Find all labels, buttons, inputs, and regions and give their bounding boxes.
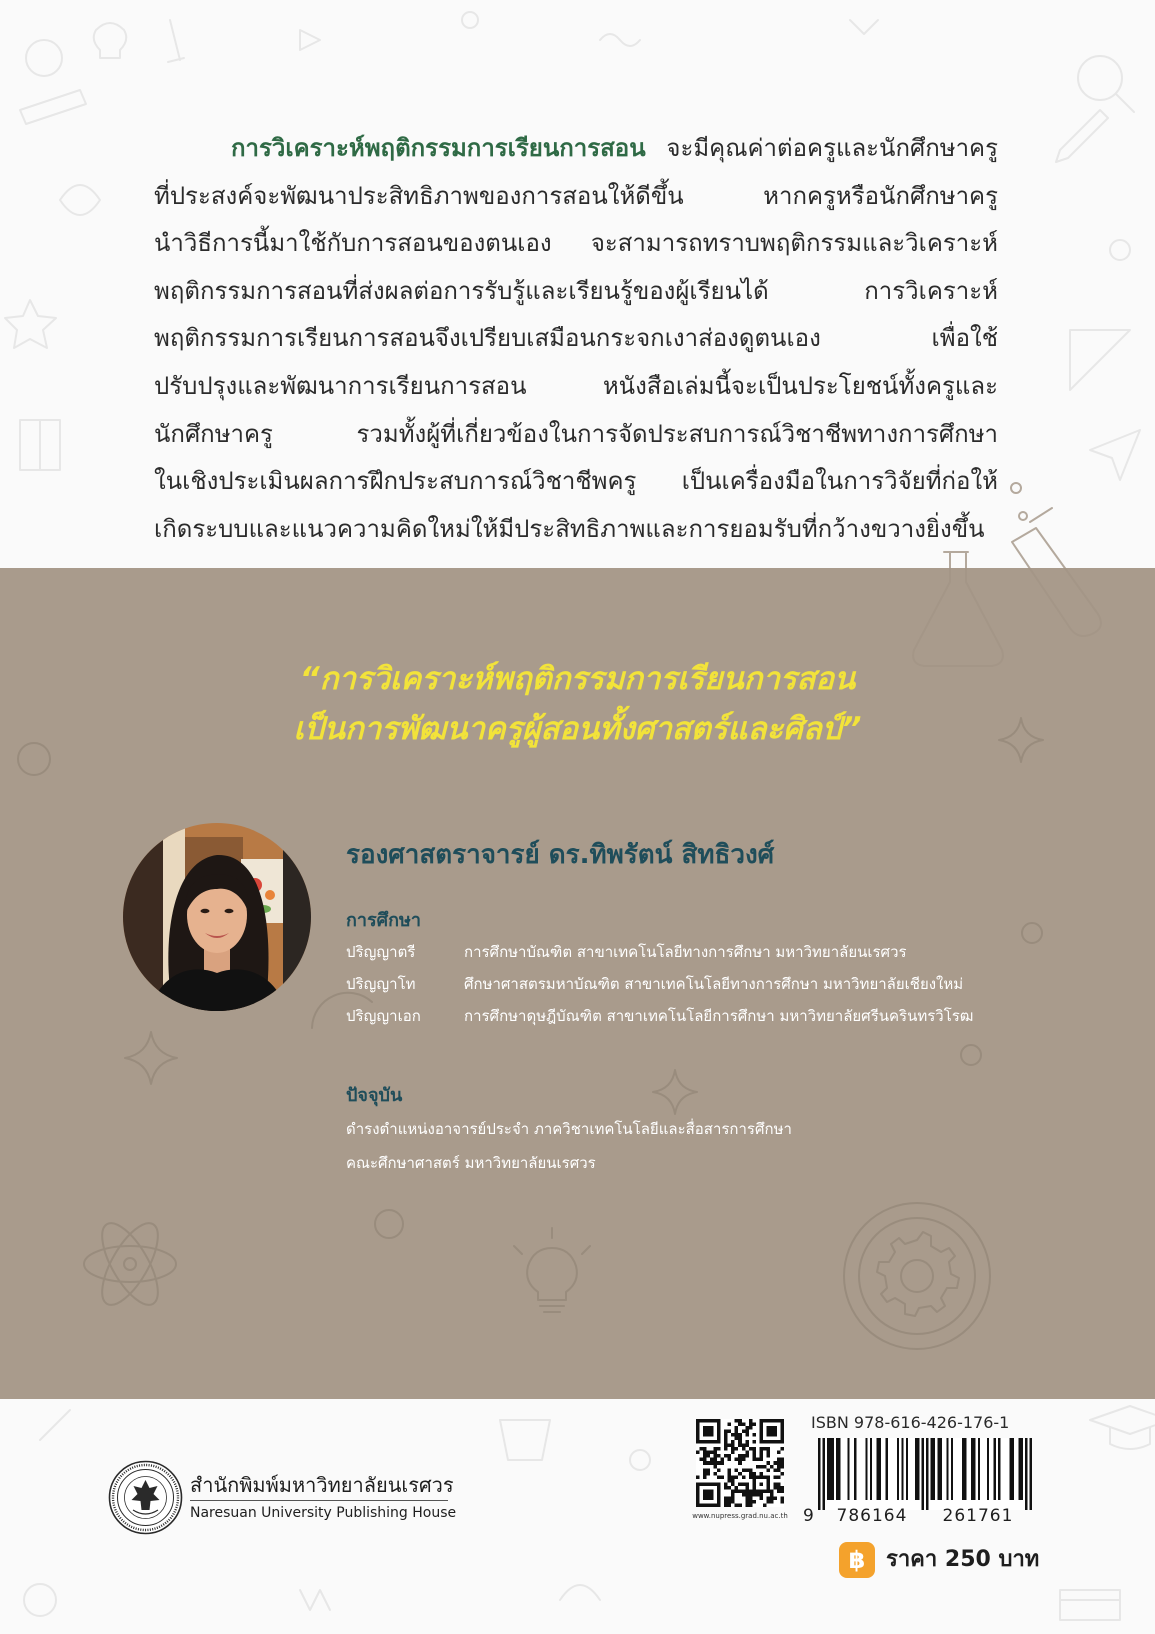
paragraph-line: นักศึกษาครู รวมทั้งผู้ที่เกี่ยวข้องในการจัดประสบการณ์วิชาชีพทางการศึกษา [154,419,998,448]
baht-icon: ฿ [839,1542,875,1578]
paragraph-line: เกิดระบบและแนวความคิดใหม่ให้มีประสิทธิภาพและการยอมรับที่กว้างขวางยิ่งขึ้น [154,514,985,543]
paragraph-line: ที่ประสงค์จะพัฒนาประสิทธิภาพของการสอนให้ดีขึ้น หากครูหรือนักศึกษาครู [154,181,998,210]
quote-line: “การวิเคราะห์พฤติกรรมการเรียนการสอน [299,661,856,697]
paragraph-line: ในเชิงประเมินผลการฝึกประสบการณ์วิชาชีพครู เป็นเครื่องมือในการวิจัยที่ก่อให้ [154,467,998,496]
barcode-bar [971,1438,973,1500]
barcode-bar [1021,1438,1023,1500]
barcode-bar [978,1438,980,1500]
degree-detail: การศึกษาดุษฎีบัณฑิต สาขาเทคโนโลยีการศึกษา มหาวิทยาลัยศรีนครินทรวิโรฒ [464,1007,974,1025]
degree-detail: การศึกษาบัณฑิต สาขาเทคโนโลยีทางการศึกษา มหาวิทยาลัยนเรศวร [464,943,907,961]
barcode-bar [998,1438,1000,1500]
paragraph-line: พฤติกรรมการเรียนการสอนจึงเปรียบเสมือนกระจกเงาส่องดูตนเอง เพื่อใช้ [154,324,998,353]
barcode-bar [870,1438,872,1500]
barcode-bar [906,1438,908,1500]
paragraph-line: พฤติกรรมการสอนที่ส่งผลต่อการรับรู้และเรียนรู้ของผู้เรียนได้ การวิเคราะห์ [154,276,998,305]
barcode-bar [933,1438,935,1500]
degree-label: ปริญญาโท [346,975,416,993]
publisher-name-english: Naresuan University Publishing House [190,1505,457,1521]
publisher-name-thai: สำนักพิมพ์มหาวิทยาลัยนเรศวร [190,1473,454,1497]
current-position-line: ดำรงตำแหน่งอาจารย์ประจำ ภาควิชาเทคโนโลยีและสื่อสารการศึกษา [346,1120,792,1138]
paragraph-line: ปรับปรุงและพัฒนาการเรียนการสอน หนังสือเล่มนี้จะเป็นประโยชน์ทั้งครูและ [154,372,998,400]
barcode-bar [879,1438,881,1500]
author-name: รองศาสตราจารย์ ดร.ทิพรัตน์ สิทธิวงศ์ [346,840,775,870]
barcode-bar [897,1438,899,1500]
barcode-bar [973,1438,975,1500]
barcode-bar [1012,1438,1014,1500]
paragraph-line: นำวิธีการนี้มาใช้กับการสอนของตนเอง จะสามารถทราบพฤติกรรมและวิเคราะห์ [154,229,998,258]
barcode-bar [931,1438,933,1500]
degree-label: ปริญญาตรี [346,943,416,961]
barcode-bar [946,1438,948,1500]
degree-detail: ศึกษาศาสตรมหาบัณฑิต สาขาเทคโนโลยีทางการศึกษา มหาวิทยาลัยเชียงใหม่ [464,975,964,993]
barcode-bar [823,1438,825,1510]
quote-line: เป็นการพัฒนาครูผู้สอนทั้งศาสตร์และศิลป์” [293,711,862,747]
barcode-bar [1030,1438,1032,1510]
barcode-bar [838,1438,840,1500]
barcode-bar [926,1438,928,1510]
paragraph-line-text: จะมีคุณค่าต่อครูและนักศึกษาครู [666,134,998,162]
barcode-bar [1009,1438,1011,1500]
barcode-bar [865,1438,867,1500]
university-seal [108,1460,183,1535]
barcode-bar [940,1438,942,1500]
barcode-digits-right: 261761 [942,1506,1014,1526]
degree-label: ปริญญาเอก [346,1007,421,1025]
barcode-bar [994,1438,996,1500]
barcode-bar [951,1438,953,1500]
barcode-bar [847,1438,849,1500]
barcode-bar [987,1438,989,1500]
author-photo [123,823,311,1011]
barcode-bar [917,1438,919,1500]
current-position-line: คณะศึกษาศาสตร์ มหาวิทยาลัยนเรศวร [346,1154,596,1172]
barcode-bar [854,1438,856,1500]
barcode-bar [962,1438,964,1500]
barcode-bar [915,1438,917,1500]
barcode-bar [877,1438,879,1500]
qr-url: www.nupress.grad.nu.ac.th [692,1512,788,1520]
barcode-bar [832,1438,834,1500]
lead-phrase: การวิเคราะห์พฤติกรรมการเรียนการสอน [231,134,646,162]
barcode-bar [937,1438,939,1500]
barcode-bar [827,1438,829,1500]
education-heading: การศึกษา [346,910,421,931]
qr-code [696,1419,784,1507]
barcode-bar [901,1438,903,1500]
publisher-divider [190,1500,448,1501]
barcode-digits-left: 786164 [836,1506,908,1526]
barcode-bar [922,1438,924,1510]
paragraph-line [231,125,998,173]
barcode-digit-first: 9 [803,1506,814,1526]
barcode-bar [964,1438,966,1500]
isbn-label: ISBN 978-616-426-176-1 [811,1413,1010,1432]
barcode-bar [818,1438,820,1510]
barcode-bar [836,1438,838,1500]
price-label: ราคา 250 บาท [886,1547,1040,1572]
barcode-bar [886,1438,888,1500]
barcode-bar [1018,1438,1020,1500]
current-position-heading: ปัจจุบัน [346,1085,403,1106]
barcode-bar [1025,1438,1027,1510]
barcode-bar [829,1438,831,1500]
barcode [818,1438,1032,1510]
